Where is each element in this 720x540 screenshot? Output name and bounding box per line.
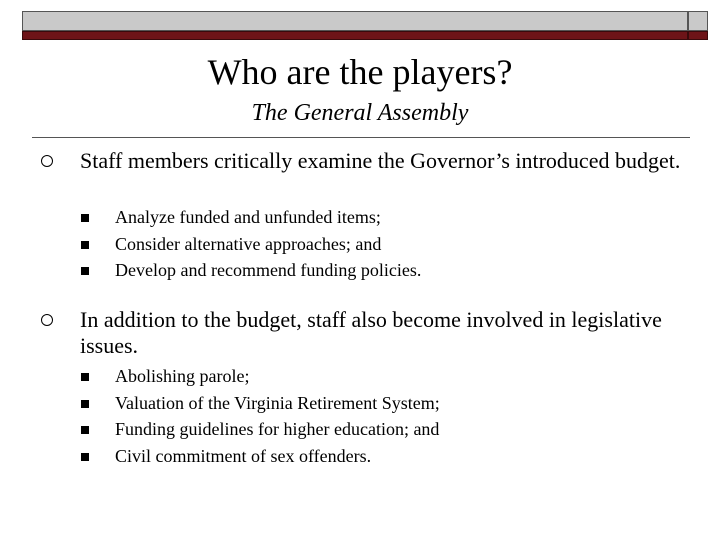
slide-subtitle: The General Assembly <box>251 100 469 126</box>
sub-bullet-list <box>0 365 720 471</box>
header-accent-bar-gray <box>22 11 688 31</box>
filled-square-bullet-icon <box>81 400 89 408</box>
filled-square-bullet-icon <box>81 214 89 222</box>
filled-square-bullet-icon <box>81 453 89 461</box>
header-accent-bar-red <box>22 31 688 40</box>
filled-square-bullet-icon <box>81 426 89 434</box>
sub-bullet-item <box>0 365 720 392</box>
sub-bullet-text: Develop and recommend funding policies. <box>115 260 422 280</box>
sub-bullet-text: Consider alternative approaches; and <box>115 233 382 254</box>
title-divider <box>32 137 690 138</box>
hollow-circle-bullet-icon <box>41 314 53 326</box>
filled-square-bullet-icon <box>81 267 89 275</box>
filled-square-bullet-icon <box>81 373 89 381</box>
sub-bullet-item <box>0 206 720 233</box>
filled-square-bullet-icon <box>81 241 89 249</box>
sub-bullet-text: Valuation of the Virginia Retirement System; <box>115 392 440 413</box>
hollow-circle-bullet-icon <box>41 155 53 167</box>
slide-title: Who are the players? <box>207 52 513 92</box>
sub-bullet-item <box>0 259 720 286</box>
bullet-text: Staff members critically examine the Governor’s introduced budget. <box>80 148 681 173</box>
bullet-text: In addition to the budget, staff also become involved in legislative issues. <box>80 307 662 358</box>
sub-bullet-item <box>0 392 720 419</box>
sub-bullet-item <box>0 233 720 260</box>
corner-accent-square-gray <box>688 11 708 31</box>
sub-bullet-item <box>0 418 720 445</box>
sub-bullet-item <box>0 445 720 472</box>
sub-bullet-text: Analyze funded and unfunded items; <box>115 207 381 227</box>
sub-bullet-text: Funding guidelines for higher education; and <box>115 419 440 439</box>
sub-bullet-list <box>0 206 720 286</box>
sub-bullet-text: Abolishing parole; <box>115 366 250 386</box>
sub-bullet-text: Civil commitment of sex offenders. <box>115 445 372 466</box>
corner-accent-square-red <box>688 31 708 40</box>
